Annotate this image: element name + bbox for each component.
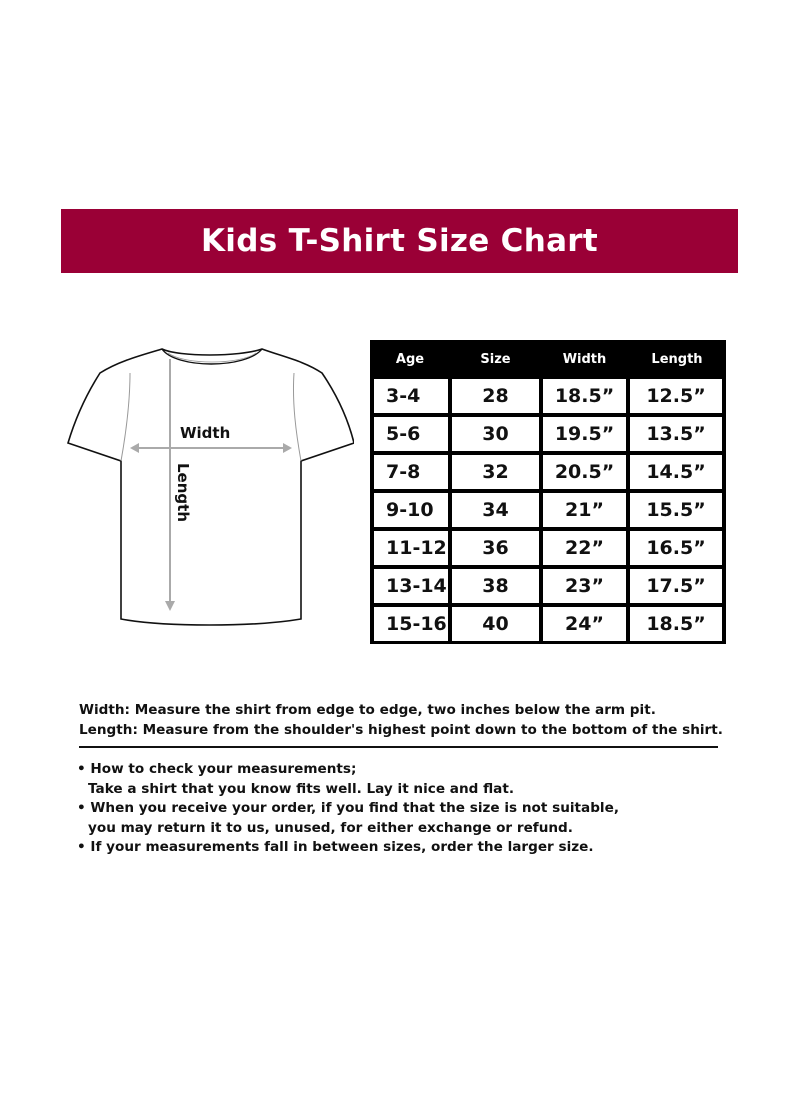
header-length: Length: [651, 351, 703, 367]
tip-check-measurements-detail: Take a shirt that you know fits well. Lay it nice and flat.: [88, 780, 514, 797]
cell-age: 13-14: [374, 569, 448, 603]
width-note: Width: Measure the shirt from edge to edge, two inches below the arm pit.: [79, 702, 656, 718]
header-age: Age: [395, 351, 425, 367]
cell-age: 9-10: [374, 493, 448, 527]
tshirt-outline: [68, 349, 354, 625]
table-row: [372, 492, 724, 528]
cell-size: 28: [452, 379, 539, 413]
cell-width: 23”: [543, 569, 626, 603]
size-table: [370, 340, 726, 644]
measurement-notes: [79, 700, 729, 740]
length-label: Length: [174, 463, 192, 522]
cell-age: 3-4: [374, 379, 448, 413]
cell-width: 20.5”: [543, 455, 626, 489]
cell-width: 18.5”: [543, 379, 626, 413]
cell-size: 30: [452, 417, 539, 451]
tip-returns: • When you receive your order, if you find that the size is not suitable,: [77, 800, 619, 816]
table-row: [372, 454, 724, 490]
cell-age: 7-8: [374, 455, 448, 489]
cell-age: 15-16: [374, 607, 448, 641]
cell-length: 13.5”: [630, 417, 722, 451]
tip-returns-detail: you may return it to us, unused, for either exchange or refund.: [88, 819, 573, 836]
tips-list: [77, 760, 737, 858]
header-width: Width: [562, 351, 607, 367]
tip-check-measurements: • How to check your measurements;: [77, 761, 357, 777]
cell-size: 32: [452, 455, 539, 489]
cell-size: 38: [452, 569, 539, 603]
cell-length: 15.5”: [630, 493, 722, 527]
table-row: [372, 568, 724, 604]
cell-length: 17.5”: [630, 569, 722, 603]
tshirt-diagram: [64, 343, 354, 633]
cell-length: 12.5”: [630, 379, 722, 413]
cell-size: 36: [452, 531, 539, 565]
table-header: [370, 340, 726, 378]
table-row: [372, 530, 724, 566]
table-row: [372, 606, 724, 642]
cell-width: 21”: [543, 493, 626, 527]
cell-age: 5-6: [374, 417, 448, 451]
table-row: [372, 416, 724, 452]
cell-width: 22”: [543, 531, 626, 565]
cell-size: 34: [452, 493, 539, 527]
cell-width: 24”: [543, 607, 626, 641]
cell-width: 19.5”: [543, 417, 626, 451]
chart-title: Kids T-Shirt Size Chart: [200, 223, 599, 259]
width-label: Width: [180, 424, 231, 442]
tip-between-sizes: • If your measurements fall in between sizes, order the larger size.: [77, 839, 594, 855]
length-note: Length: Measure from the shoulder's highest point down to the bottom of the shirt.: [79, 722, 723, 738]
cell-length: 18.5”: [630, 607, 722, 641]
header-size: Size: [480, 351, 511, 367]
table-row: [372, 378, 724, 414]
divider: [79, 746, 718, 748]
cell-length: 16.5”: [630, 531, 722, 565]
title-banner: [61, 209, 738, 273]
cell-size: 40: [452, 607, 539, 641]
cell-age: 11-12: [374, 531, 448, 565]
cell-length: 14.5”: [630, 455, 722, 489]
